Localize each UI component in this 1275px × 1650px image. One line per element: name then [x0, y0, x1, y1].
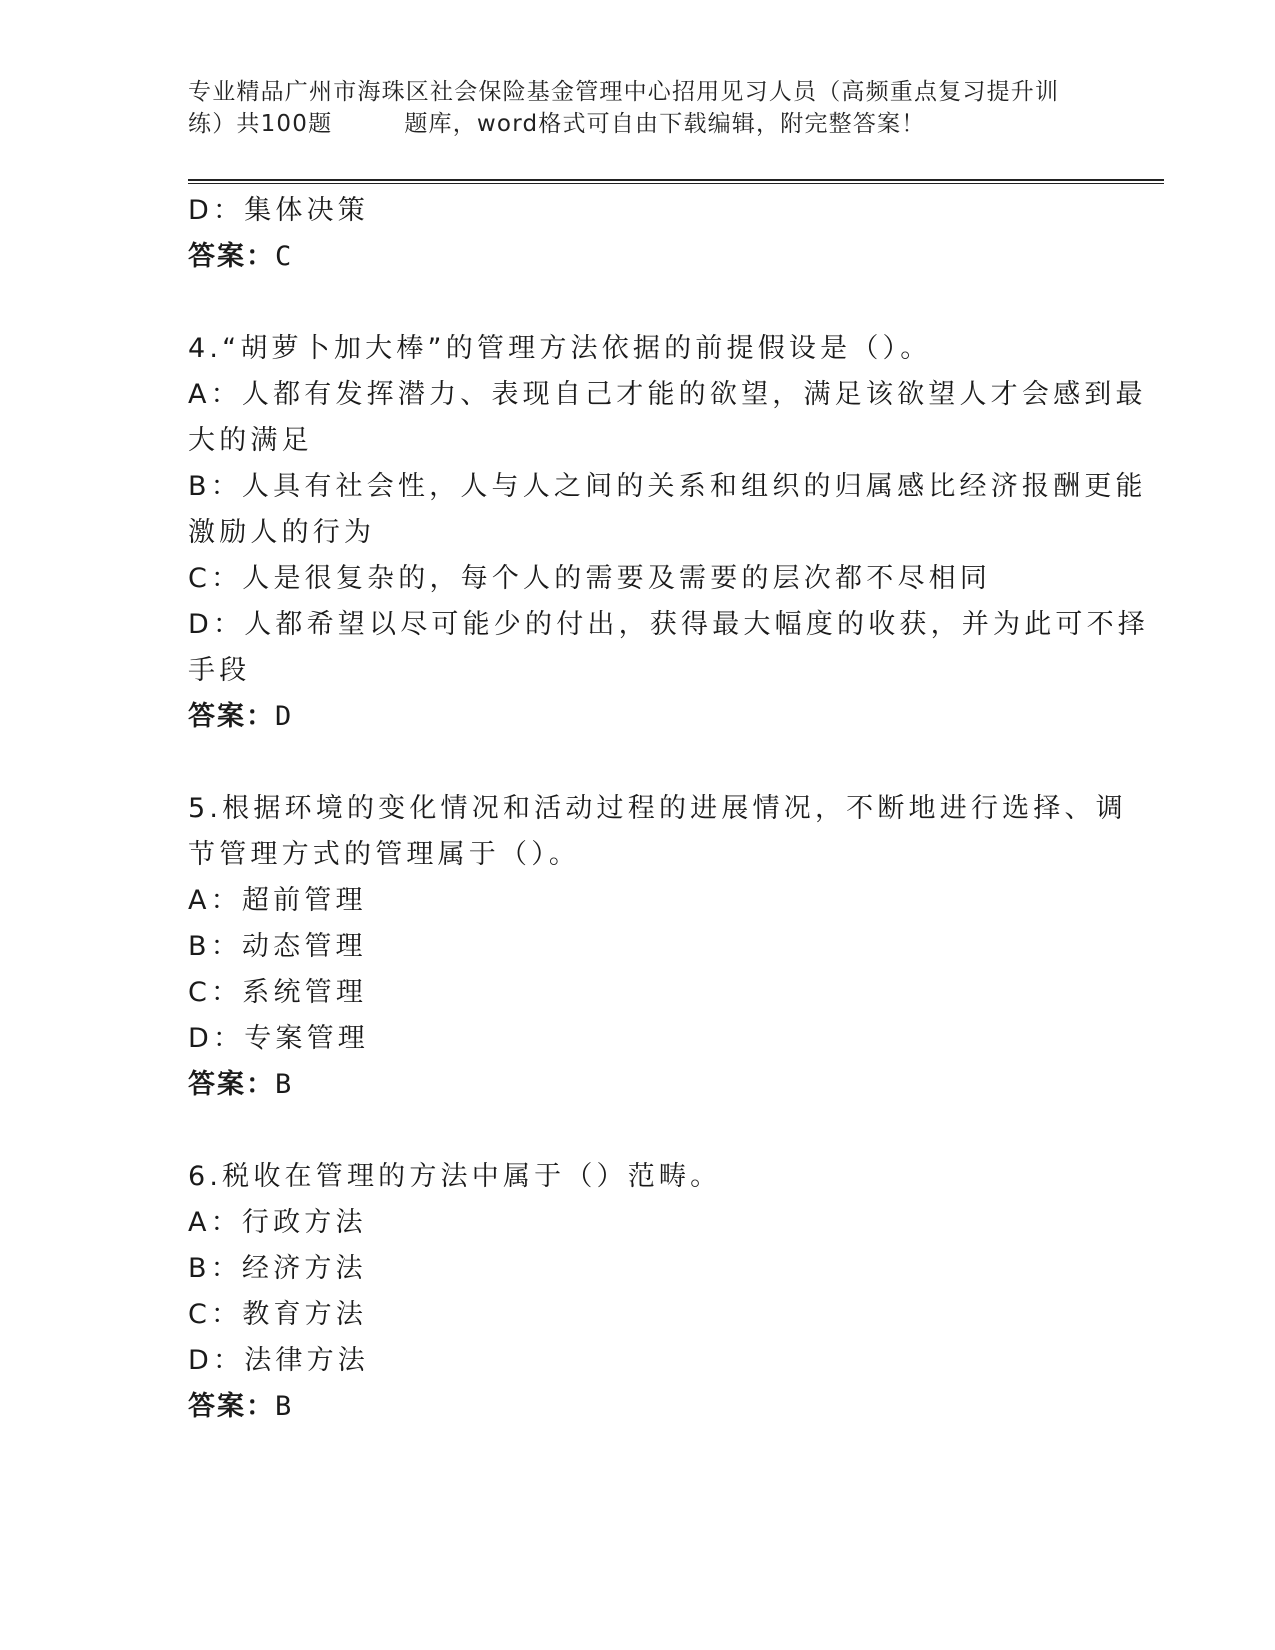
option-b: B：动态管理: [188, 931, 367, 962]
answer-label: 答案：: [188, 241, 275, 272]
question-block-3-tail: [188, 188, 1088, 280]
header-title-line-2: [188, 108, 1108, 140]
question-content: [188, 188, 1149, 1430]
option-d: D：人都希望以尽可能少的付出，获得最大幅度的收获，并为此可不择: [188, 609, 1149, 640]
answer-value: D: [275, 701, 293, 732]
header-description: 题库，word格式可自由下载编辑，附完整答案！: [404, 111, 926, 137]
option-c: C：教育方法: [188, 1299, 368, 1330]
question-block-6: [188, 1154, 1088, 1430]
question-stem: 6.税收在管理的方法中属于（）范畴。: [188, 1161, 722, 1192]
answer-label: 答案：: [188, 1069, 275, 1100]
answer-value: C: [275, 241, 293, 272]
header-title-line-1: 专业精品广州市海珠区社会保险基金管理中心招用见习人员（高频重点复习提升训: [188, 79, 1060, 105]
answer-label: 答案：: [188, 1391, 275, 1422]
answer-value: B: [275, 1391, 293, 1422]
option-d: D：专案管理: [188, 1023, 369, 1054]
header-divider-thin: [188, 183, 1164, 184]
question-block-5: [188, 786, 1127, 1108]
option-a-continued: 大的满足: [188, 425, 313, 456]
question-stem: 4.“胡萝卜加大棒”的管理方法依据的前提假设是（）。: [188, 333, 932, 364]
question-stem-continued: 节管理方式的管理属于（）。: [188, 839, 581, 870]
option-b-continued: 激励人的行为: [188, 517, 376, 548]
answer-value: B: [275, 1069, 293, 1100]
option-d: D：集体决策: [188, 195, 369, 226]
option-a: A：行政方法: [188, 1207, 367, 1238]
header-divider-thick: [188, 179, 1164, 181]
page-header: [188, 76, 1108, 140]
header-question-count: 练）共100题: [188, 111, 333, 137]
option-c: C：人是很复杂的，每个人的需要及需要的层次都不尽相同: [188, 563, 992, 594]
answer-line: [188, 1062, 1088, 1108]
option-b: B：人具有社会性，人与人之间的关系和组织的归属感比经济报酬更能: [188, 471, 1147, 502]
answer-label: 答案：: [188, 701, 275, 732]
option-a: A：超前管理: [188, 885, 367, 916]
answer-line: [188, 694, 1088, 740]
option-b: B：经济方法: [188, 1253, 367, 1284]
option-c: C：系统管理: [188, 977, 368, 1008]
option-d: D：法律方法: [188, 1345, 369, 1376]
option-d-continued: 手段: [188, 655, 251, 686]
answer-line: [188, 1384, 1088, 1430]
question-stem: 5.根据环境的变化情况和活动过程的进展情况，不断地进行选择、调: [188, 793, 1127, 824]
question-block-4: [188, 326, 1149, 740]
answer-line: [188, 234, 1088, 280]
option-a: A：人都有发挥潜力、表现自己才能的欲望，满足该欲望人才会感到最: [188, 379, 1147, 410]
